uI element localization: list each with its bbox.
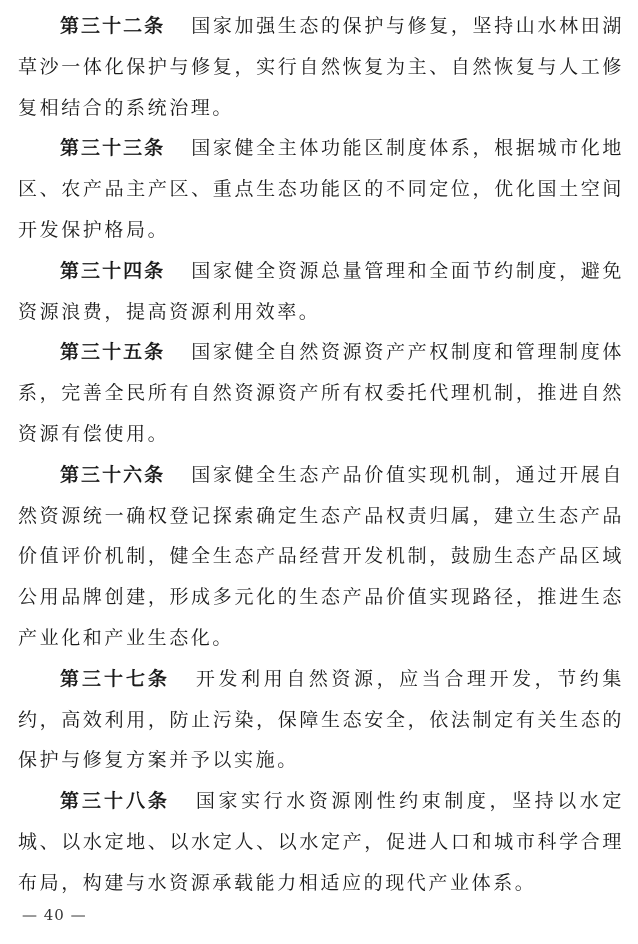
page-number: — 40 — [22,906,87,924]
article-number: 第三十三条 [60,137,166,160]
article-number: 第三十二条 [60,15,166,37]
article-38 [18,781,624,903]
article-text: 国家加强生态的保护与修复，坚持山水林田湖草沙一体化保护与修复，实行自然恢复为主、自然恢复与人工修复相结合的系统治理。 [18,15,624,119]
article-34 [18,251,624,333]
article-text: 开发利用自然资源，应当合理开发，节约集约，高效利用，防止污染，保障生态安全，依法制定有关生态的保护与修复方案并予以实施。 [18,667,624,772]
article-number: 第三十四条 [60,259,166,282]
article-35 [18,332,624,454]
article-number: 第三十七条 [60,667,170,690]
article-text: 国家实行水资源刚性约束制度，坚持以水定城、以水定地、以水定人、以水定产，促进人口和城市科学合理布局，构建与水资源承载能力相适应的现代产业体系。 [18,790,624,894]
article-number: 第三十五条 [60,341,166,364]
article-list [18,6,624,904]
article-37 [18,659,624,781]
article-text: 国家健全生态产品价值实现机制，通过开展自然资源统一确权登记探索确定生态产品权责归属，建立生态产品价值评价机制，健全生态产品经营开发机制，鼓励生态产品区域公用品牌创建，形成多元化的生态产品价值实现路径，推进生态产业化和产业生态化。 [18,463,624,649]
article-32 [18,6,624,128]
article-text: 国家健全主体功能区制度体系，根据城市化地区、农产品主产区、重点生态功能区的不同定位，优化国土空间开发保护格局。 [18,137,624,241]
article-text: 国家健全自然资源资产产权制度和管理制度体系，完善全民所有自然资源资产所有权委托代理机制，推进自然资源有偿使用。 [18,341,624,445]
article-36 [18,455,624,659]
article-number: 第三十六条 [60,463,166,486]
article-33 [18,128,624,250]
article-number: 第三十八条 [60,790,170,813]
article-text: 国家健全资源总量管理和全面节约制度，避免资源浪费，提高资源利用效率。 [18,259,624,323]
